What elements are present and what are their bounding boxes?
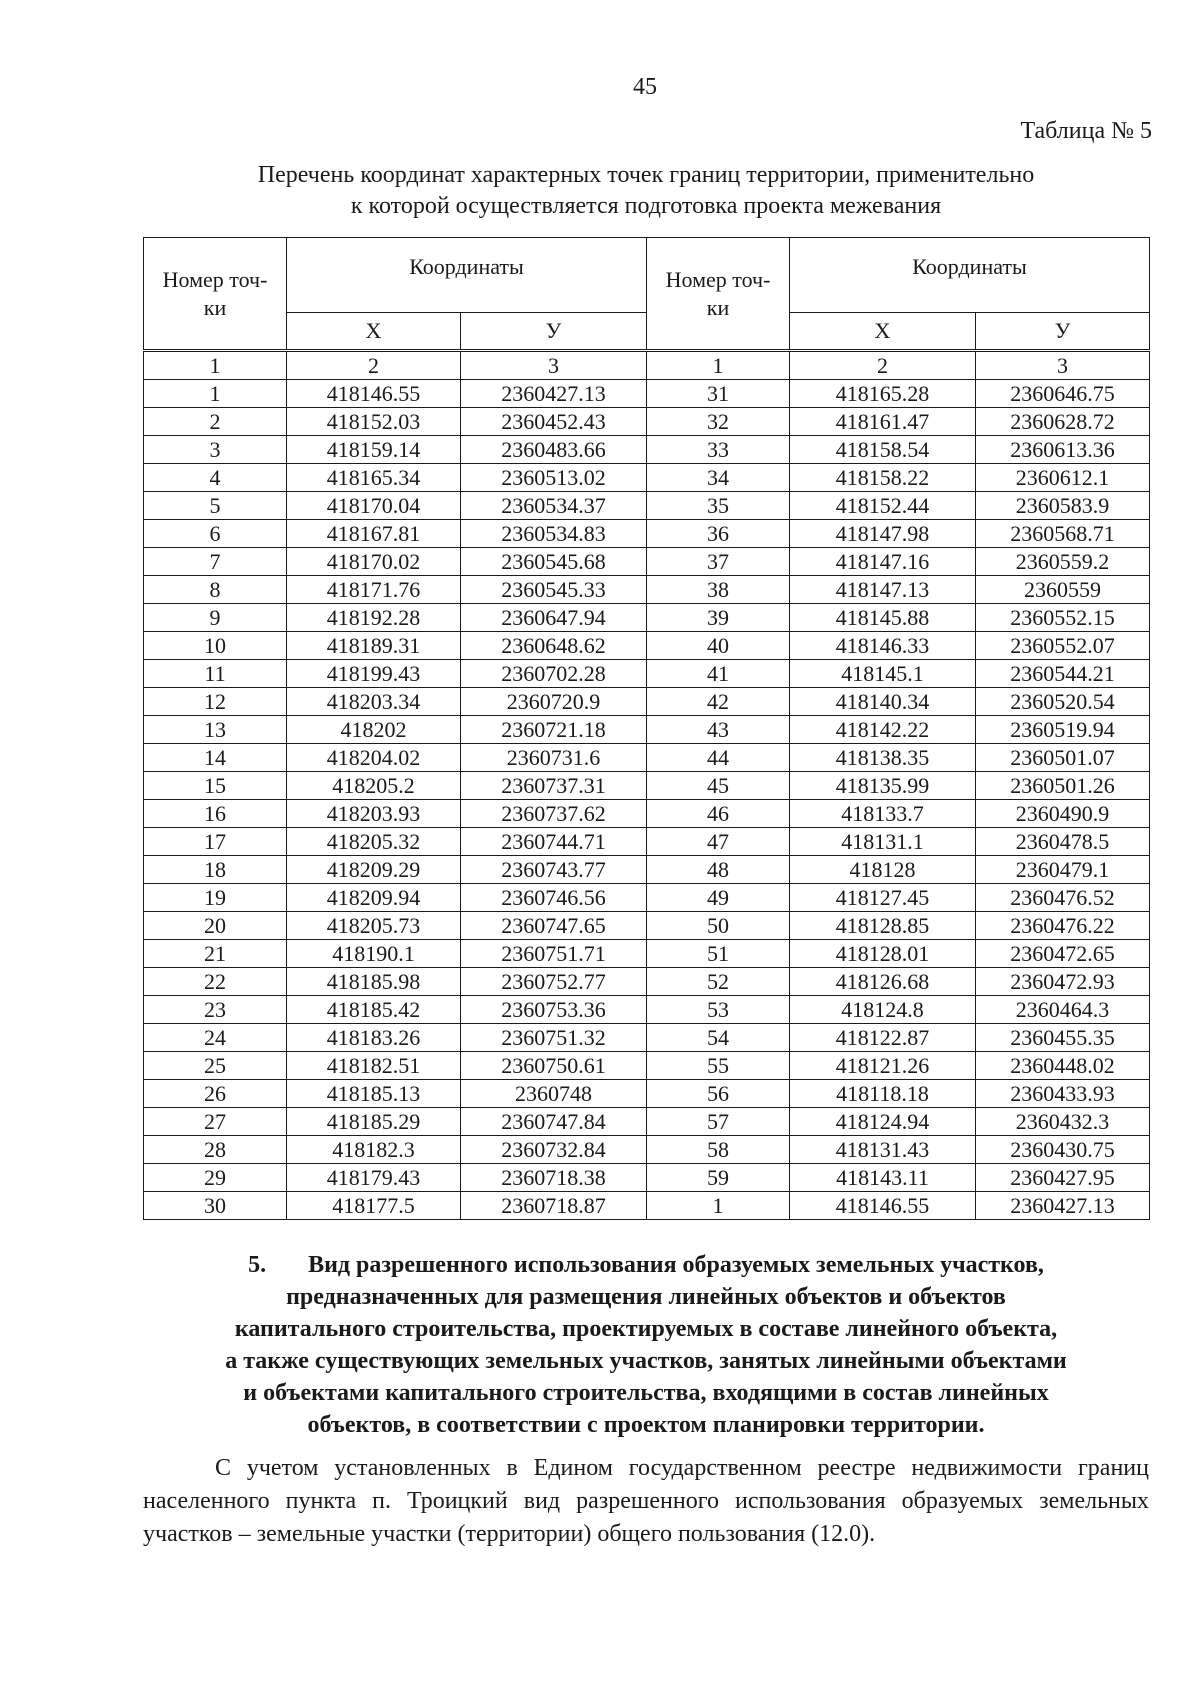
point-number-cell: 42 (647, 688, 790, 716)
y-coordinate-cell: 2360648.62 (461, 632, 647, 660)
x-coordinate-cell: 418147.98 (790, 520, 976, 548)
table-row (144, 856, 1150, 884)
point-number-cell: 53 (647, 996, 790, 1024)
x-coordinate-cell: 418121.26 (790, 1052, 976, 1080)
table-row (144, 884, 1150, 912)
point-number-cell: 50 (647, 912, 790, 940)
y-coordinate-cell: 2360479.1 (976, 856, 1150, 884)
x-coordinate-cell: 418135.99 (790, 772, 976, 800)
point-number-cell: 34 (647, 464, 790, 492)
y-coordinate-cell: 2360534.37 (461, 492, 647, 520)
point-number-cell: 7 (144, 548, 287, 576)
x-coordinate-cell: 418145.88 (790, 604, 976, 632)
section-heading-line: объектов, в соответствии с проектом планировки территории. (307, 1412, 985, 1438)
point-number-cell: 8 (144, 576, 287, 604)
point-number-cell: 57 (647, 1108, 790, 1136)
y-coordinate-cell: 2360427.13 (461, 380, 647, 408)
y-coordinate-cell: 2360448.02 (976, 1052, 1150, 1080)
table-row (144, 380, 1150, 408)
y-coordinate-cell: 2360753.36 (461, 996, 647, 1024)
point-number-cell: 28 (144, 1136, 287, 1164)
column-number-row (144, 351, 1150, 380)
y-coordinate-cell: 2360737.31 (461, 772, 647, 800)
section-heading-line: 5. Вид разрешенного использования образуемых земельных участков, (143, 1249, 1149, 1281)
point-number-cell: 17 (144, 828, 287, 856)
x-coordinate-cell: 418158.22 (790, 464, 976, 492)
x-coordinate-cell: 418170.04 (287, 492, 461, 520)
x-coordinate-cell: 418146.55 (790, 1192, 976, 1220)
y-coordinate-cell: 2360545.68 (461, 548, 647, 576)
column-number: 3 (976, 351, 1150, 380)
x-coordinate-cell: 418182.51 (287, 1052, 461, 1080)
point-number-cell: 44 (647, 744, 790, 772)
point-number-cell: 23 (144, 996, 287, 1024)
table-row (144, 772, 1150, 800)
point-number-cell: 16 (144, 800, 287, 828)
table-row (144, 688, 1150, 716)
x-coordinate-cell: 418189.31 (287, 632, 461, 660)
y-coordinate-cell: 2360721.18 (461, 716, 647, 744)
x-coordinate-cell: 418140.34 (790, 688, 976, 716)
point-number-cell: 18 (144, 856, 287, 884)
point-number-cell: 56 (647, 1080, 790, 1108)
header-point-number-left: Номер точ- ки (144, 238, 287, 351)
point-number-cell: 54 (647, 1024, 790, 1052)
table-title (143, 160, 1149, 222)
x-coordinate-cell: 418147.16 (790, 548, 976, 576)
y-coordinate-cell: 2360583.9 (976, 492, 1150, 520)
table-row (144, 996, 1150, 1024)
point-number-cell: 46 (647, 800, 790, 828)
point-number-cell: 30 (144, 1192, 287, 1220)
y-coordinate-cell: 2360746.56 (461, 884, 647, 912)
x-coordinate-cell: 418128.01 (790, 940, 976, 968)
table-row (144, 1024, 1150, 1052)
y-coordinate-cell: 2360427.13 (976, 1192, 1150, 1220)
point-number-cell: 9 (144, 604, 287, 632)
x-coordinate-cell: 418131.1 (790, 828, 976, 856)
column-number: 2 (790, 351, 976, 380)
y-coordinate-cell: 2360432.3 (976, 1108, 1150, 1136)
point-number-cell: 26 (144, 1080, 287, 1108)
y-coordinate-cell: 2360718.87 (461, 1192, 647, 1220)
table-title-line-2: к которой осуществляется подготовка проекта межевания (350, 193, 942, 219)
x-coordinate-cell: 418131.43 (790, 1136, 976, 1164)
body-paragraph: С учетом установленных в Едином государственном реестре недвижимости границ населенного пункта п. Троицкий вид разрешенного использования образуемых земельных участков – земельные участки (территории) общего пользования (12.0). (143, 1455, 1149, 1547)
x-coordinate-cell: 418179.43 (287, 1164, 461, 1192)
point-number-cell: 5 (144, 492, 287, 520)
point-number-cell: 12 (144, 688, 287, 716)
point-number-cell: 31 (647, 380, 790, 408)
x-coordinate-cell: 418138.35 (790, 744, 976, 772)
x-coordinate-cell: 418142.22 (790, 716, 976, 744)
x-coordinate-cell: 418152.03 (287, 408, 461, 436)
y-coordinate-cell: 2360731.6 (461, 744, 647, 772)
point-number-cell: 29 (144, 1164, 287, 1192)
y-coordinate-cell: 2360476.52 (976, 884, 1150, 912)
y-coordinate-cell: 2360732.84 (461, 1136, 647, 1164)
section-heading-line: и объектами капитального строительства, входящими в состав линейных (243, 1380, 1049, 1406)
x-coordinate-cell: 418161.47 (790, 408, 976, 436)
table-row (144, 744, 1150, 772)
x-coordinate-cell: 418170.02 (287, 548, 461, 576)
y-coordinate-cell: 2360751.32 (461, 1024, 647, 1052)
y-coordinate-cell: 2360559 (976, 576, 1150, 604)
point-number-cell: 39 (647, 604, 790, 632)
x-coordinate-cell: 418205.32 (287, 828, 461, 856)
table-row (144, 436, 1150, 464)
table-row (144, 604, 1150, 632)
point-number-cell: 49 (647, 884, 790, 912)
point-number-cell: 14 (144, 744, 287, 772)
header-x-right: Х (790, 313, 976, 351)
y-coordinate-cell: 2360647.94 (461, 604, 647, 632)
point-number-cell: 1 (144, 380, 287, 408)
point-number-cell: 27 (144, 1108, 287, 1136)
x-coordinate-cell: 418146.33 (790, 632, 976, 660)
y-coordinate-cell: 2360744.71 (461, 828, 647, 856)
y-coordinate-cell: 2360702.28 (461, 660, 647, 688)
y-coordinate-cell: 2360718.38 (461, 1164, 647, 1192)
column-number: 1 (647, 351, 790, 380)
x-coordinate-cell: 418152.44 (790, 492, 976, 520)
y-coordinate-cell: 2360472.65 (976, 940, 1150, 968)
y-coordinate-cell: 2360452.43 (461, 408, 647, 436)
x-coordinate-cell: 418118.18 (790, 1080, 976, 1108)
y-coordinate-cell: 2360545.33 (461, 576, 647, 604)
y-coordinate-cell: 2360552.15 (976, 604, 1150, 632)
y-coordinate-cell: 2360613.36 (976, 436, 1150, 464)
header-x-left: Х (287, 313, 461, 351)
point-number-cell: 11 (144, 660, 287, 688)
x-coordinate-cell: 418128.85 (790, 912, 976, 940)
y-coordinate-cell: 2360720.9 (461, 688, 647, 716)
section-heading-line: капитального строительства, проектируемых в составе линейного объекта, (234, 1316, 1058, 1342)
point-number-cell: 59 (647, 1164, 790, 1192)
page-number: 45 (633, 74, 657, 100)
x-coordinate-cell: 418185.29 (287, 1108, 461, 1136)
x-coordinate-cell: 418209.94 (287, 884, 461, 912)
table-title-line-1: Перечень координат характерных точек границ территории, применительно (257, 162, 1035, 188)
y-coordinate-cell: 2360476.22 (976, 912, 1150, 940)
point-number-cell: 24 (144, 1024, 287, 1052)
point-number-cell: 19 (144, 884, 287, 912)
table-row (144, 828, 1150, 856)
x-coordinate-cell: 418192.28 (287, 604, 461, 632)
point-number-cell: 3 (144, 436, 287, 464)
x-coordinate-cell: 418146.55 (287, 380, 461, 408)
point-number-cell: 10 (144, 632, 287, 660)
point-number-cell: 6 (144, 520, 287, 548)
y-coordinate-cell: 2360478.5 (976, 828, 1150, 856)
point-number-cell: 47 (647, 828, 790, 856)
section-heading-line: а также существующих земельных участков, занятых линейными объектами (225, 1348, 1067, 1374)
x-coordinate-cell: 418199.43 (287, 660, 461, 688)
x-coordinate-cell: 418145.1 (790, 660, 976, 688)
point-number-cell: 35 (647, 492, 790, 520)
table-row (144, 492, 1150, 520)
point-number-cell: 48 (647, 856, 790, 884)
x-coordinate-cell: 418203.34 (287, 688, 461, 716)
x-coordinate-cell: 418159.14 (287, 436, 461, 464)
y-coordinate-cell: 2360747.84 (461, 1108, 647, 1136)
point-number-cell: 55 (647, 1052, 790, 1080)
y-coordinate-cell: 2360455.35 (976, 1024, 1150, 1052)
x-coordinate-cell: 418202 (287, 716, 461, 744)
y-coordinate-cell: 2360513.02 (461, 464, 647, 492)
point-number-cell: 21 (144, 940, 287, 968)
y-coordinate-cell: 2360747.65 (461, 912, 647, 940)
y-coordinate-cell: 2360519.94 (976, 716, 1150, 744)
table-row (144, 940, 1150, 968)
table-row (144, 912, 1150, 940)
x-coordinate-cell: 418122.87 (790, 1024, 976, 1052)
column-number: 2 (287, 351, 461, 380)
x-coordinate-cell: 418185.13 (287, 1080, 461, 1108)
point-number-cell: 38 (647, 576, 790, 604)
y-coordinate-cell: 2360751.71 (461, 940, 647, 968)
point-number-cell: 33 (647, 436, 790, 464)
x-coordinate-cell: 418165.34 (287, 464, 461, 492)
point-number-cell: 2 (144, 408, 287, 436)
y-coordinate-cell: 2360752.77 (461, 968, 647, 996)
x-coordinate-cell: 418177.5 (287, 1192, 461, 1220)
x-coordinate-cell: 418185.42 (287, 996, 461, 1024)
point-number-cell: 13 (144, 716, 287, 744)
point-number-cell: 52 (647, 968, 790, 996)
y-coordinate-cell: 2360750.61 (461, 1052, 647, 1080)
y-coordinate-cell: 2360646.75 (976, 380, 1150, 408)
column-number: 3 (461, 351, 647, 380)
table-row (144, 1136, 1150, 1164)
point-number-cell: 43 (647, 716, 790, 744)
header-y-left: У (461, 313, 647, 351)
table-row (144, 800, 1150, 828)
x-coordinate-cell: 418209.29 (287, 856, 461, 884)
y-coordinate-cell: 2360433.93 (976, 1080, 1150, 1108)
x-coordinate-cell: 418158.54 (790, 436, 976, 464)
y-coordinate-cell: 2360748 (461, 1080, 647, 1108)
coordinates-table (143, 237, 1150, 1220)
x-coordinate-cell: 418147.13 (790, 576, 976, 604)
x-coordinate-cell: 418203.93 (287, 800, 461, 828)
x-coordinate-cell: 418126.68 (790, 968, 976, 996)
table-row (144, 464, 1150, 492)
point-number-cell: 22 (144, 968, 287, 996)
section-heading-line: предназначенных для размещения линейных объектов и объектов (286, 1284, 1006, 1310)
x-coordinate-cell: 418133.7 (790, 800, 976, 828)
x-coordinate-cell: 418143.11 (790, 1164, 976, 1192)
table-row (144, 1108, 1150, 1136)
y-coordinate-cell: 2360430.75 (976, 1136, 1150, 1164)
x-coordinate-cell: 418204.02 (287, 744, 461, 772)
section-heading (143, 1249, 1149, 1441)
table-row (144, 1080, 1150, 1108)
header-coordinates-left: Координаты (287, 238, 647, 313)
y-coordinate-cell: 2360483.66 (461, 436, 647, 464)
point-number-cell: 41 (647, 660, 790, 688)
table-body (144, 351, 1150, 1220)
x-coordinate-cell: 418124.8 (790, 996, 976, 1024)
point-number-cell: 58 (647, 1136, 790, 1164)
y-coordinate-cell: 2360472.93 (976, 968, 1150, 996)
y-coordinate-cell: 2360464.3 (976, 996, 1150, 1024)
y-coordinate-cell: 2360427.95 (976, 1164, 1150, 1192)
x-coordinate-cell: 418124.94 (790, 1108, 976, 1136)
point-number-cell: 4 (144, 464, 287, 492)
x-coordinate-cell: 418185.98 (287, 968, 461, 996)
x-coordinate-cell: 418128 (790, 856, 976, 884)
table-row (144, 1192, 1150, 1220)
y-coordinate-cell: 2360501.26 (976, 772, 1150, 800)
table-label: Таблица № 5 (1020, 118, 1152, 144)
point-number-cell: 1 (647, 1192, 790, 1220)
table-row (144, 1164, 1150, 1192)
header-coordinates-right: Координаты (790, 238, 1150, 313)
point-number-cell: 51 (647, 940, 790, 968)
header-y-right: У (976, 313, 1150, 351)
x-coordinate-cell: 418167.81 (287, 520, 461, 548)
point-number-cell: 15 (144, 772, 287, 800)
table-row (144, 632, 1150, 660)
y-coordinate-cell: 2360544.21 (976, 660, 1150, 688)
y-coordinate-cell: 2360628.72 (976, 408, 1150, 436)
point-number-cell: 37 (647, 548, 790, 576)
table-row (144, 716, 1150, 744)
y-coordinate-cell: 2360490.9 (976, 800, 1150, 828)
x-coordinate-cell: 418165.28 (790, 380, 976, 408)
table-row (144, 968, 1150, 996)
y-coordinate-cell: 2360501.07 (976, 744, 1150, 772)
point-number-cell: 45 (647, 772, 790, 800)
y-coordinate-cell: 2360520.54 (976, 688, 1150, 716)
x-coordinate-cell: 418127.45 (790, 884, 976, 912)
point-number-cell: 25 (144, 1052, 287, 1080)
column-number: 1 (144, 351, 287, 380)
table-row (144, 408, 1150, 436)
table-row (144, 548, 1150, 576)
x-coordinate-cell: 418183.26 (287, 1024, 461, 1052)
table-row (144, 520, 1150, 548)
y-coordinate-cell: 2360612.1 (976, 464, 1150, 492)
header-point-number-right: Номер точ- ки (647, 238, 790, 351)
point-number-cell: 32 (647, 408, 790, 436)
section-number: 5. (248, 1252, 267, 1278)
point-number-cell: 36 (647, 520, 790, 548)
table-row (144, 576, 1150, 604)
point-number-cell: 40 (647, 632, 790, 660)
y-coordinate-cell: 2360737.62 (461, 800, 647, 828)
y-coordinate-cell: 2360534.83 (461, 520, 647, 548)
y-coordinate-cell: 2360743.77 (461, 856, 647, 884)
y-coordinate-cell: 2360568.71 (976, 520, 1150, 548)
x-coordinate-cell: 418182.3 (287, 1136, 461, 1164)
x-coordinate-cell: 418171.76 (287, 576, 461, 604)
y-coordinate-cell: 2360552.07 (976, 632, 1150, 660)
table-row (144, 660, 1150, 688)
x-coordinate-cell: 418205.2 (287, 772, 461, 800)
table-row (144, 1052, 1150, 1080)
y-coordinate-cell: 2360559.2 (976, 548, 1150, 576)
x-coordinate-cell: 418205.73 (287, 912, 461, 940)
x-coordinate-cell: 418190.1 (287, 940, 461, 968)
point-number-cell: 20 (144, 912, 287, 940)
